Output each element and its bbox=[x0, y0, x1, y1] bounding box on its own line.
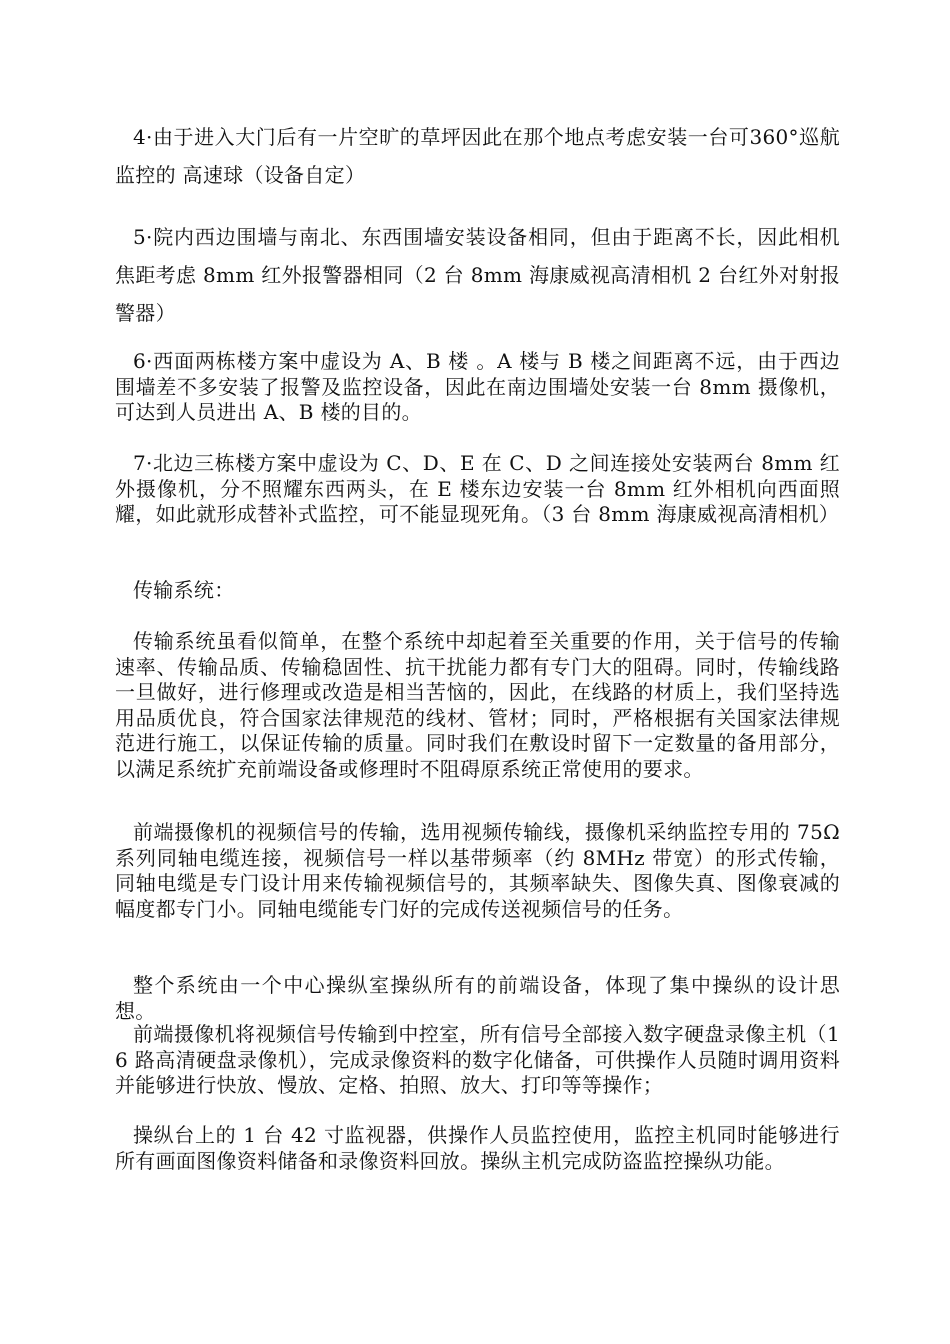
paragraph-item-6: 6·西面两栋楼方案中虚设为 A、B 楼 。A 楼与 B 楼之间距离不远，由于西边围墙差不多安装了报警及监控设备，因此在南边围墙处安装一台 8mm 摄像机，可达到人员进出 A、B 楼的目的。 bbox=[115, 349, 840, 424]
paragraph-transmission-overview: 传输系统虽看似简单，在整个系统中却起着至关重要的作用，关于信号的传输速率、传输品质、传输稳固性、抗干扰能力都有专门大的阻碍。同时，传输线路一旦做好，进行修理或改造是相当苦恼的，因此，在线路的材质上，我们坚持选用品质优良，符合国家法律规范的线材、管材；同时，严格根据有关国家法律规范进行施工，以保证传输的质量。同时我们在敷设时留下一定数量的备用部分，以满足系统扩充前端设备或修理时不阻碍原系统正常使用的要求。 bbox=[115, 629, 840, 781]
section-heading-transmission: 传输系统： bbox=[133, 578, 235, 602]
paragraph-item-4: 4·由于进入大门后有一片空旷的草坪因此在那个地点考虑安装一台可360°巡航监控的 高速球（设备自定） bbox=[115, 125, 840, 187]
paragraph-control-room: 整个系统由一个中心操纵室操纵所有的前端设备，体现了集中操纵的设计思想。 bbox=[115, 973, 840, 1023]
paragraph-monitor: 操纵台上的 1 台 42 寸监视器，供操作人员监控使用，监控主机同时能够进行所有画面图像资料储备和录像资料回放。操纵主机完成防盗监控操纵功能。 bbox=[115, 1123, 840, 1173]
paragraph-dvr-storage: 前端摄像机将视频信号传输到中控室，所有信号全部接入数字硬盘录像主机（16 路高清硬盘录像机），完成录像资料的数字化储备，可供操作人员随时调用资料并能够进行快放、慢放、定格、拍照、放大、打印等等操作； bbox=[115, 1022, 840, 1097]
paragraph-item-5: 5·院内西边围墙与南北、东西围墙安装设备相同，但由于距离不长，因此相机焦距考虑 8mm 红外报警器相同（2 台 8mm 海康威视高清相机 2 台红外对射报警器） bbox=[115, 225, 840, 325]
paragraph-item-7: 7·北边三栋楼方案中虚设为 C、D、E 在 C、D 之间连接处安装两台 8mm 红外摄像机，分不照耀东西两头，在 E 楼东边安装一台 8mm 红外相机向西面照耀，如此就形成替补式监控，可不能显现死角。（3 台 8mm 海康威视高清相机） bbox=[115, 451, 840, 526]
paragraph-video-signal: 前端摄像机的视频信号的传输，选用视频传输线，摄像机采纳监控专用的 75Ω 系列同轴电缆连接，视频信号一样以基带频率（约 8MHz 带宽）的形式传输，同轴电缆是专门设计用来传输视频信号的，其频率缺失、图像失真、图像衰减的幅度都专门小。同轴电缆能专门好的完成传送视频信号的任务。 bbox=[115, 820, 847, 921]
